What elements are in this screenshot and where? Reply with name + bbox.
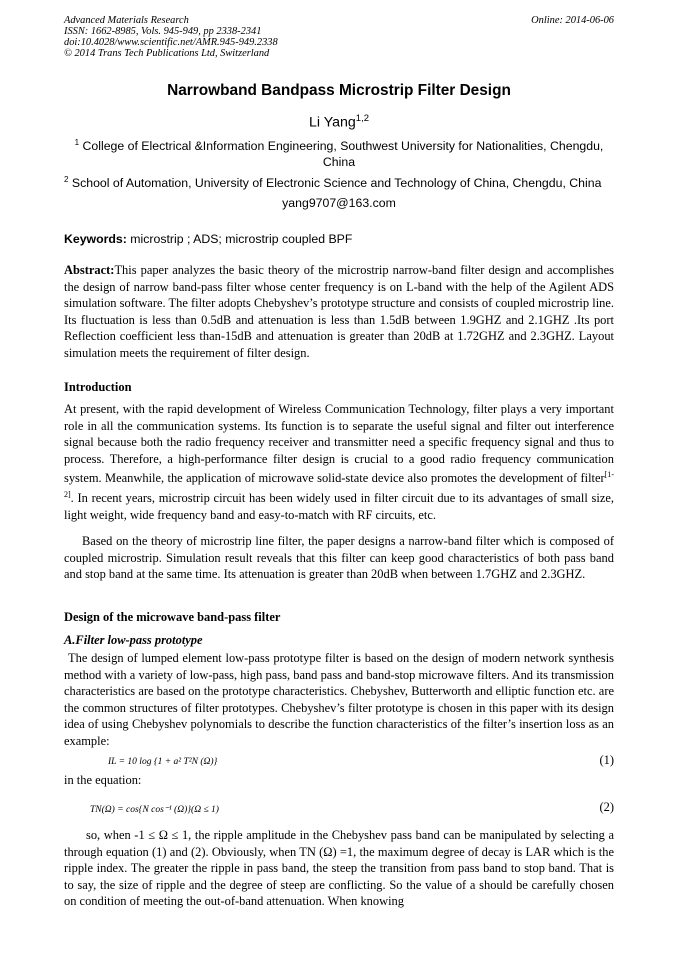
journal-header — [64, 15, 278, 59]
author-name: Li Yang — [308, 114, 356, 131]
author-email: yang9707@163.com — [282, 196, 396, 210]
design-paragraph-1: The design of lumped element low-pass prototype filter is based on the design of modern network synthesis method with a variety of low-pass, high pass, band pass and band-stop microwave filters. And its transmission characteristics are based on the prototype characteristics. Chebyshev, Butterworth and elliptic function etc. are the common structures of filter prototypes. Chebyshev’s filter prototype is chosen in this paper with its design idea of using Chebyshev polynomials to describe the function characteristics of the filter’s insertion loss as an example: — [64, 651, 614, 748]
journal-copyright: © 2014 Trans Tech Publications Ltd, Switzerland — [64, 48, 270, 59]
online-date: Online: 2014-06-06 — [531, 15, 614, 26]
journal-issn: ISSN: 1662-8985, Vols. 945-949, pp 2338-2341 — [64, 26, 262, 37]
design-heading: Design of the microwave band-pass filter — [64, 610, 281, 624]
equation-intro: in the equation: — [64, 773, 142, 787]
equation-2: TN(Ω) = cos{N cos⁻¹ (Ω)}(Ω ≤ 1) — [90, 805, 219, 815]
author-affiliation-marks: 1,2 — [355, 113, 370, 124]
affiliation-2-number: 2 — [64, 174, 69, 184]
equation-1: IL = 10 log {1 + a² T²N (Ω)} — [108, 757, 218, 767]
citation-ref: [1-2] — [64, 470, 614, 500]
introduction-paragraph-2: Based on the theory of microstrip line filter, the paper designs a narrow-band filter which is composed of coupled microstrip. Simulation result reveals that this filter can keep good characteristics of both pass band and stop band at the same time. Its attenuation is greater than 20dB when between 1.7GHZ and 2.3GHZ. — [64, 534, 614, 582]
journal-name: Advanced Materials Research — [64, 15, 189, 26]
keywords — [64, 232, 352, 246]
paper-title: Narrowband Bandpass Microstrip Filter Design — [167, 82, 511, 99]
introduction-heading: Introduction — [64, 380, 132, 394]
design-subheading: A.Filter low-pass prototype — [64, 633, 203, 647]
intro-p1-text: At present, with the rapid development of Wireless Communication Technology, filter plays a very important role in all the communication systems. Its function is to separate the useful signal and filter out interference signal because both the radio frequency receiver and transmitter need a specific frequency signal and thus to process. Therefore, a high-performance filter design is crucial to a good radio frequency communication system. Meanwhile, the application of microwave solid-state device also promotes the development of filter — [64, 402, 614, 486]
keywords-text: microstrip ; ADS; microstrip coupled BPF — [126, 232, 353, 246]
abstract — [64, 262, 614, 362]
abstract-label: Abstract: — [64, 263, 115, 277]
introduction-paragraph-1 — [64, 401, 614, 523]
design-paragraph-2: so, when -1 ≤ Ω ≤ 1, the ripple amplitude in the Chebyshev pass band can be manipulated by selecting a through equation (1) and (2). Obviously, when TN (Ω) =1, the maximum degree of decay is LAR which is the ripple index. The greater the ripple in pass band, the steep the transition from pass band to stop band. That is to say, the size of ripple and the degree of steep are conflicting. So the value of a should be carefully chosen on condition of meeting the out-of-band attenuation. When knowing — [64, 828, 614, 909]
affiliation-1 — [64, 138, 614, 170]
keywords-label: Keywords: — [64, 232, 127, 246]
affiliation-2-text: School of Automation, University of Electronic Science and Technology of China, Chengdu, China — [71, 176, 602, 190]
intro-p1-text-cont: . In recent years, microstrip circuit has been widely used in filter circuit due to its advantages of small size, light weight, wide frequency band and easy-to-match with RF circuits, etc. — [64, 491, 614, 522]
affiliation-1-number: 1 — [74, 137, 80, 147]
affiliation-2 — [64, 175, 614, 191]
affiliation-1-text: College of Electrical &Information Engineering, Southwest University for Nationalities, Chengdu, China — [82, 139, 604, 169]
author-line — [0, 113, 678, 131]
journal-doi: doi:10.4028/www.scientific.net/AMR.945-949.2338 — [64, 37, 278, 48]
equation-1-number: (1) — [599, 753, 614, 767]
abstract-text: This paper analyzes the basic theory of the microstrip narrow-band filter design and accomplishes the design of narrow band-pass filter whose center frequency is on L-band with the help of the Agilent ADS simulation software. The filter adopts Chebyshev’s prototype structure and consists of coupled microstrip line. Its fluctuation is less than 0.5dB and attenuation is less than 1.5dB between 1.9GHZ and 2.1GHZ .Its port Reflection coefficient less than-15dB and attenuation is greater than 20dB at 1.72GHZ and 2.3GHZ. Layout simulation meets the requirement of filter design. — [64, 263, 614, 360]
equation-2-number: (2) — [599, 800, 614, 814]
